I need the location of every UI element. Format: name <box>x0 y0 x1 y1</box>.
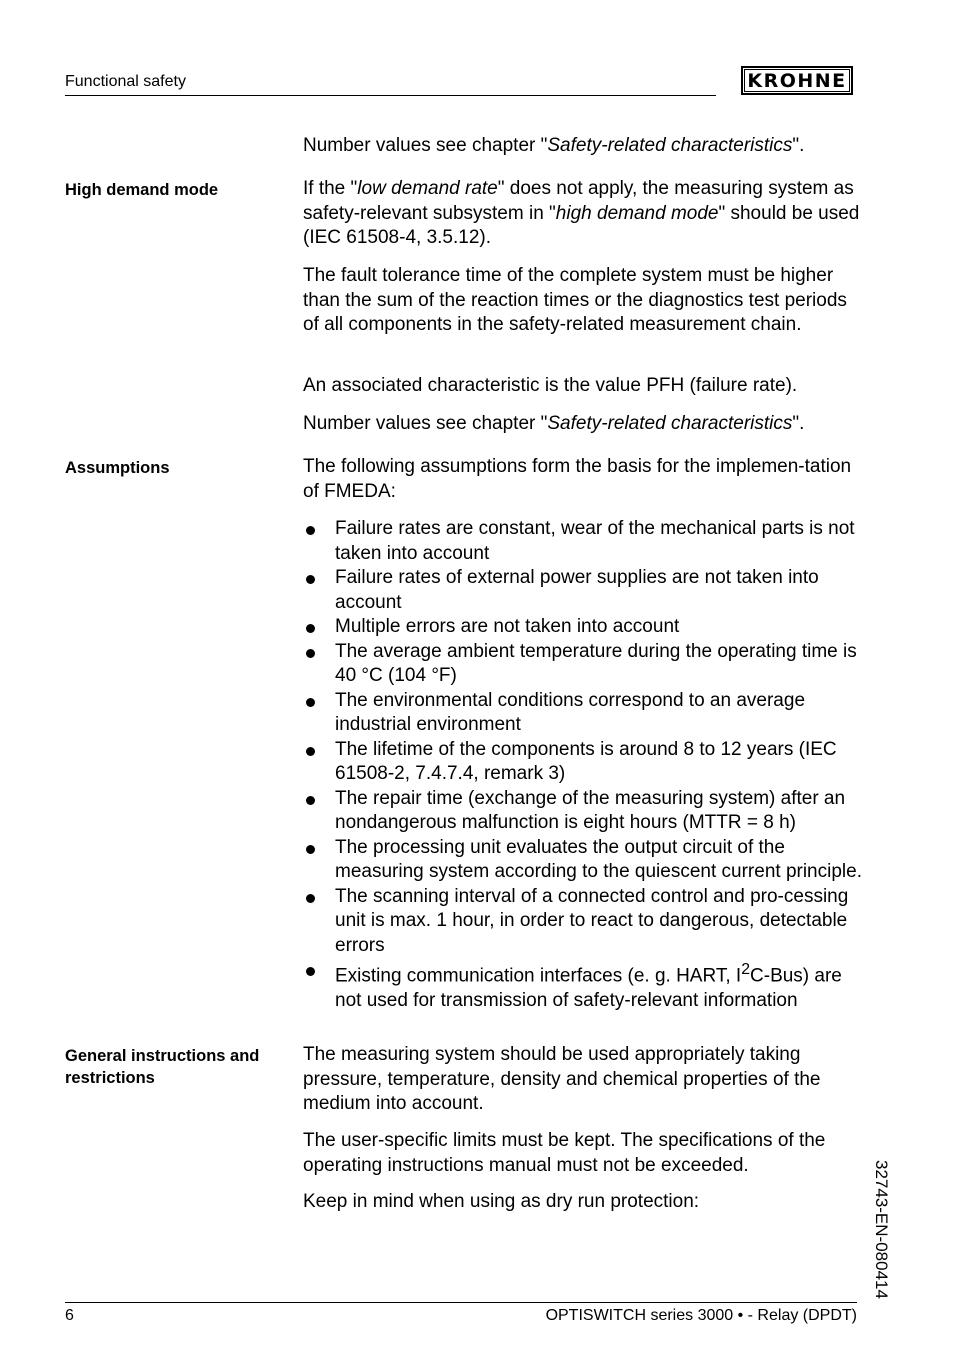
list-item: The repair time (exchange of the measuring system) after an nondangerous malfunction is eight hours (MTTR = 8 h) <box>303 787 863 836</box>
document-id: 32743-EN-080414 <box>872 1160 891 1299</box>
list-item: Multiple errors are not taken into account <box>303 615 863 640</box>
list-item: Existing communication interfaces (e. g. HART, $I^2C-Bus$) are not used for transmission of safety-relevant information <box>303 958 863 1013</box>
high-demand-label: High demand mode <box>65 181 219 199</box>
section-title: Functional safety <box>65 73 186 90</box>
assumptions-list <box>303 517 863 1013</box>
list-item: Failure rates of external power supplies are not taken into account <box>303 566 863 615</box>
high-demand-paragraph-2: The fault tolerance time of the complete system must be higher than the sum of the reaction times or the diagnostics test periods of all components in the safety-related measurement chain. <box>303 265 847 335</box>
list-item: The lifetime of the components is around 8 to 12 years (IEC 61508-2, 7.4.7.4, remark 3) <box>303 738 863 787</box>
intro-paragraph: Number values see chapter "Safety-related characteristics". <box>303 135 805 156</box>
high-demand-paragraph-4: Number values see chapter "Safety-related characteristics". <box>303 413 805 434</box>
general-paragraph-2: The user-specific limits must be kept. The specifications of the operating instructions manual must not be exceeded. <box>303 1130 826 1176</box>
list-item: The scanning interval of a connected control and pro-cessing unit is max. 1 hour, in order to react to dangerous, detectable errors <box>303 885 863 959</box>
high-demand-paragraph-3: An associated characteristic is the value PFH (failure rate). <box>303 375 798 396</box>
logo-text: KROHNE <box>747 69 847 92</box>
list-item: Failure rates are constant, wear of the mechanical parts is not taken into account <box>303 517 863 566</box>
header-divider <box>65 95 716 96</box>
list-item: The average ambient temperature during the operating time is 40 °C (104 °F) <box>303 640 863 689</box>
general-paragraph-1: The measuring system should be used appropriately taking pressure, temperature, density and chemical properties of the medium into account. <box>303 1044 821 1114</box>
general-paragraph-3: Keep in mind when using as dry run protection: <box>303 1191 700 1212</box>
footer-product-line: OPTISWITCH series 3000 • - Relay (DPDT) <box>545 1307 857 1324</box>
high-demand-paragraph-1: If the "low demand rate" does not apply, the measuring system as safety-relevant subsystem in "high demand mode" should be used (IEC 61508-4, 3.5.12). <box>303 178 860 248</box>
assumptions-label: Assumptions <box>65 459 170 477</box>
footer-divider <box>65 1302 857 1303</box>
page-number: 6 <box>65 1307 74 1324</box>
list-item: The environmental conditions correspond to an average industrial environment <box>303 689 863 738</box>
general-instructions-label: General instructions and restrictions <box>65 1047 260 1087</box>
logo-inner-border <box>744 69 850 92</box>
krohne-logo <box>741 66 853 95</box>
assumptions-intro: The following assumptions form the basis for the implemen-tation of FMEDA: <box>303 456 852 502</box>
list-item: The processing unit evaluates the output circuit of the measuring system according to the quiescent current principle. <box>303 836 863 885</box>
